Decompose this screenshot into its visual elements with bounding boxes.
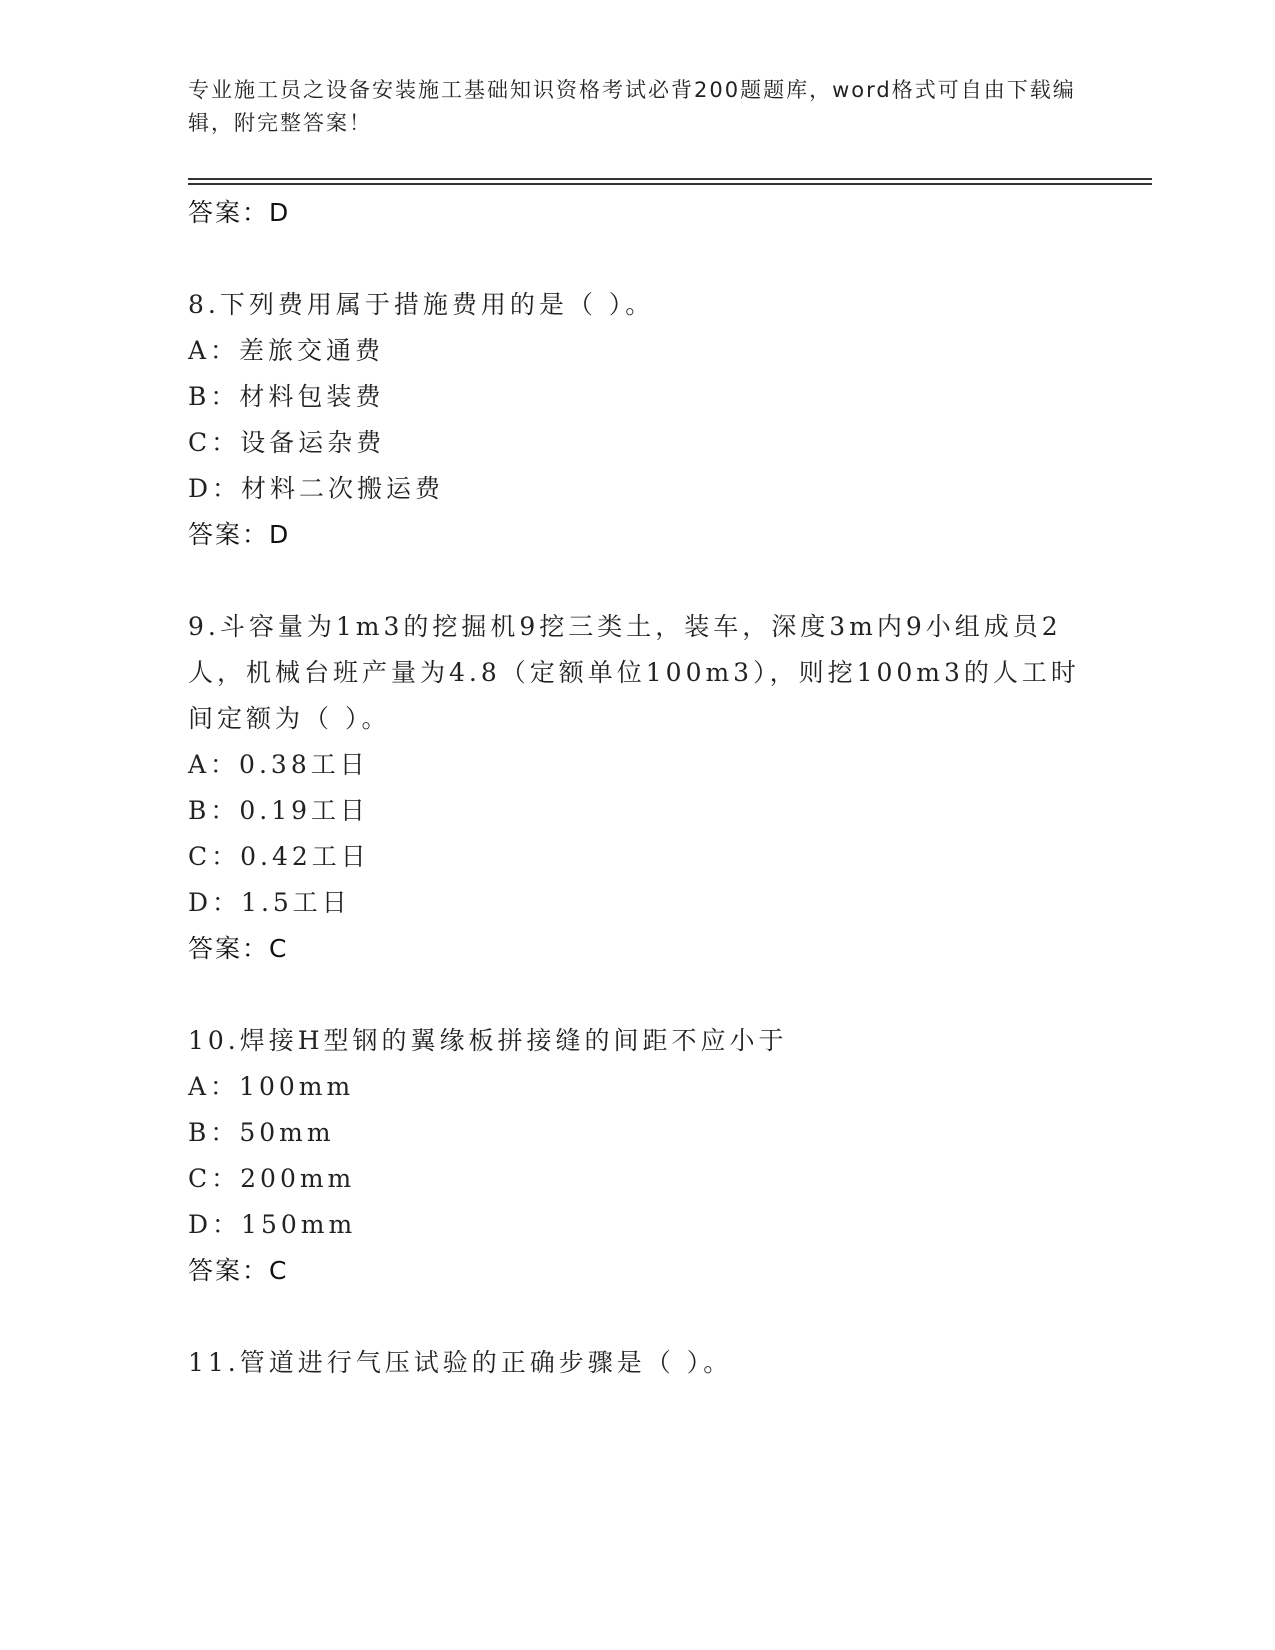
option-d: D：材料二次搬运费 [188, 474, 445, 503]
header-divider-line-secondary [188, 183, 1152, 185]
answer-line: 答案：D [188, 198, 291, 227]
option-a: A：差旅交通费 [188, 336, 385, 365]
header-divider-line [188, 178, 1152, 180]
option-d: D：1.5工日 [188, 888, 351, 917]
answer-line: 答案：C [188, 934, 289, 963]
option-a: A：100mm [188, 1072, 355, 1101]
option-a: A：0.38工日 [188, 750, 369, 779]
question-stem: 8.下列费用属于措施费用的是（ ）。 [188, 290, 655, 319]
question-stem: 10.焊接H型钢的翼缘板拼接缝的间距不应小于 [188, 1026, 788, 1055]
question-stem: 11.管道进行气压试验的正确步骤是（ ）。 [188, 1348, 733, 1377]
option-b: B：材料包装费 [188, 382, 385, 411]
question-item [188, 1340, 1088, 1386]
option-c: C：200mm [188, 1164, 356, 1193]
option-c: C：0.42工日 [188, 842, 370, 871]
question-stem: 9.斗容量为1m3的挖掘机9挖三类土，装车，深度3m内9小组成员2人，机械台班产量为4.8（定额单位100m3），则挖100m3的人工时间定额为（ ）。 [188, 612, 1080, 733]
answer-line: 答案：C [188, 1256, 289, 1285]
option-d: D：150mm [188, 1210, 357, 1239]
option-b: B：50mm [188, 1118, 335, 1147]
option-b: B：0.19工日 [188, 796, 370, 825]
answer-line: 答案：D [188, 520, 291, 549]
question-item [188, 1018, 1088, 1294]
question-list [188, 190, 1088, 1386]
document-header: 专业施工员之设备安装施工基础知识资格考试必背200题题库，word格式可自由下载编辑，附完整答案！ [188, 78, 1076, 135]
option-c: C：设备运杂费 [188, 428, 386, 457]
question-item [188, 604, 1088, 972]
question-item [188, 282, 1088, 558]
